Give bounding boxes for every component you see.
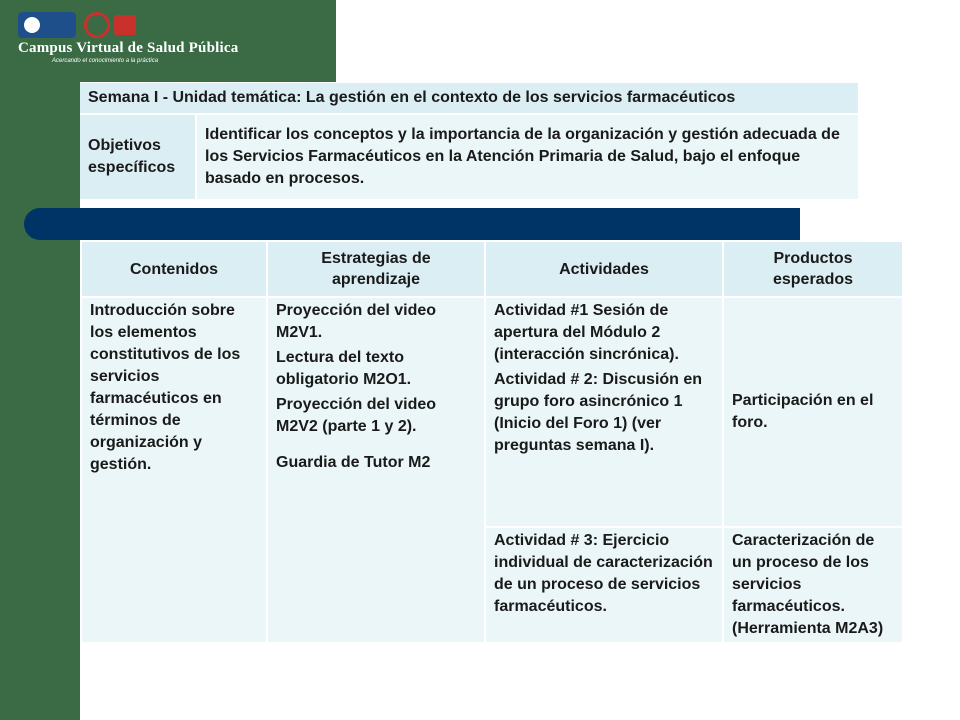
side-band [0, 82, 80, 720]
column-header-productos: Productos esperados [723, 241, 903, 297]
actividad-item: Actividad # 2: Discusión en grupo foro asincrónico 1 (Inicio del Foro 1) (ver preguntas semana I). [494, 371, 703, 454]
producto-cell-2 [723, 527, 903, 643]
producto-cell-1 [723, 297, 903, 527]
estrategia-item: Proyección del video M2V2 (parte 1 y 2). [276, 396, 437, 435]
institution-logo-icon [18, 12, 76, 38]
column-header-estrategias: Estrategias de aprendizaje [267, 241, 485, 297]
section-divider-bar [24, 208, 800, 240]
estrategia-item: Guardia de Tutor M2 [276, 454, 431, 471]
actividades-cell-1 [485, 297, 723, 527]
activities-table [80, 240, 904, 644]
actividades-cell-2 [485, 527, 723, 643]
contenidos-cell [81, 297, 267, 643]
logo-subtitle: Acercando el conocimiento a la práctica [52, 58, 159, 64]
estrategia-item: Lectura del texto obligatorio M2O1. [276, 349, 412, 388]
week-header: Semana I - Unidad temática: La gestión en el contexto de los servicios farmacéuticos [80, 83, 858, 114]
estrategias-cell [267, 297, 485, 643]
cvsp-logo-icon [84, 12, 146, 38]
logo-title: Campus Virtual de Salud Pública [18, 40, 239, 56]
week-objectives-table [80, 83, 858, 199]
producto-text: Caracterización de un proceso de los servicios farmacéuticos. (Herramienta M2A3) [732, 532, 884, 637]
contenidos-text: Introducción sobre los elementos constitutivos de los servicios farmacéuticos en términos de organización y gestión. [90, 302, 241, 473]
actividad-item: Actividad #1 Sesión de apertura del Módulo 2 (interacción sincrónica). [494, 302, 679, 363]
actividad-item: Actividad # 3: Ejercicio individual de caracterización de un proceso de servicios farmacéuticos. [494, 532, 713, 615]
campus-logo [18, 8, 238, 68]
objectives-text: Identificar los conceptos y la importancia de la organización y gestión adecuada de los Servicios Farmacéuticos en la Atención Primaria de Salud, bajo el enfoque basado en procesos. [196, 114, 858, 199]
header-band [0, 0, 336, 82]
estrategia-item: Proyección del video M2V1. [276, 302, 437, 341]
producto-text: Participación en el foro. [732, 392, 874, 431]
objectives-label: Objetivos específicos [80, 114, 196, 199]
column-header-contenidos: Contenidos [81, 241, 267, 297]
column-header-actividades: Actividades [485, 241, 723, 297]
